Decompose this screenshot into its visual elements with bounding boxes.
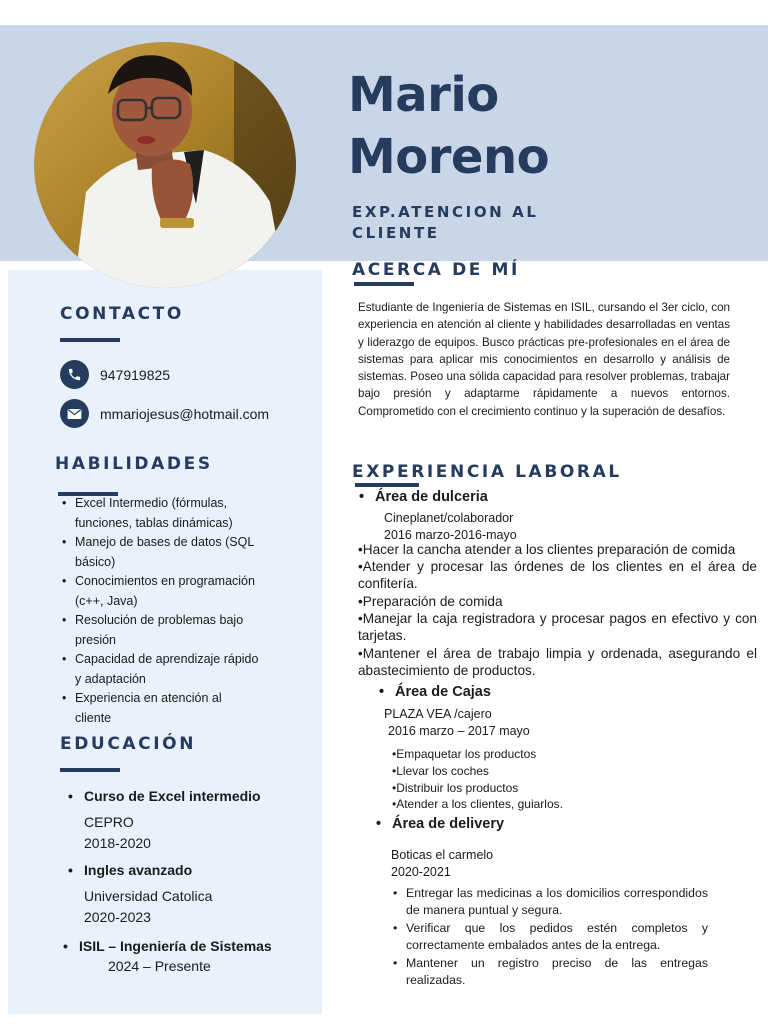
- job-area: Área de Cajas: [395, 684, 491, 700]
- job-task: •Llevar los coches: [392, 764, 489, 778]
- phone-icon: [60, 360, 89, 389]
- about-text: Estudiante de Ingeniería de Sistemas en ISIL, cursando el 3er ciclo, con experiencia en atención al cliente y habilidades desarrolladas en ventas y liderazgo de equipos. Busco prácticas pre-profesionales en el área de sistemas para aplicar mis conocimientos en desarrollo y análisis de sistemas. Poseo una sólida capacidad para resolver problemas, trabajar bajo presión y adaptarme rápidamente a nuevos entornos. Comprometido con el crecimiento continuo y la superación de desafíos.: [358, 301, 730, 418]
- contact-email: [60, 399, 269, 428]
- education-institution: CEPRO: [84, 814, 134, 830]
- skill-item: • Resolución de problemas bajo presión: [60, 611, 260, 650]
- skill-item: • Experiencia en atención al cliente: [60, 689, 260, 728]
- job-task: •Atender y procesar las órdenes de los clientes en el área de confitería.: [358, 559, 757, 592]
- job-company: PLAZA VEA /cajero: [384, 707, 492, 721]
- job-area: Área de dulceria: [375, 489, 488, 505]
- job-task: • Mantener un registro preciso de las entregas realizadas.: [392, 955, 708, 990]
- job-company: Boticas el carmelo: [391, 848, 494, 862]
- job-task: •Preparación de comida: [358, 594, 503, 609]
- skills-heading: HABILIDADES: [55, 454, 213, 474]
- job-task: •Empaquetar los productos: [392, 747, 537, 761]
- education-heading-rule: [60, 768, 120, 772]
- skill-item: • Manejo de bases de datos (SQL básico): [60, 533, 260, 572]
- last-name: Moreno: [348, 129, 550, 185]
- phone-number: 947919825: [100, 366, 171, 383]
- education-title: • Ingles avanzado: [68, 860, 212, 880]
- education-period: 2020-2023: [84, 908, 151, 925]
- skill-item: • Capacidad de aprendizaje rápido y adaptación: [60, 650, 260, 689]
- job-period: 2016 marzo – 2017 mayo: [388, 724, 530, 738]
- job-title: • Área de Cajas: [379, 684, 491, 700]
- about-heading-rule: [354, 282, 414, 286]
- job-period: 2020-2021: [391, 865, 451, 879]
- first-name: Mario: [348, 67, 499, 123]
- job-task: •Manejar la caja registradora y procesar pagos en efectivo y con tarjetas.: [358, 611, 757, 644]
- job-area: Área de delivery: [392, 816, 505, 832]
- job-task: •Atender a los clientes, guiarlos.: [392, 797, 563, 811]
- job-task-list: [392, 885, 708, 990]
- education-institution: Universidad Catolica: [84, 888, 213, 904]
- experience-heading-rule: [355, 483, 419, 487]
- job-company: Cineplanet/colaborador: [384, 511, 514, 525]
- job-title: • Área de delivery: [376, 816, 505, 832]
- skill-item: • Conocimientos en programación (c++, Java): [60, 572, 260, 611]
- contact-heading-rule: [60, 338, 120, 342]
- name-heading: [348, 64, 549, 188]
- job-task: • Entregar las medicinas a los domicilios correspondidos de manera puntual y segura.: [392, 885, 708, 920]
- education-item: [68, 860, 212, 927]
- skills-list: [60, 494, 260, 728]
- email-address: mmariojesus@hotmail.com: [100, 405, 270, 422]
- job-title: • Área de dulceria: [359, 489, 488, 505]
- education-item: [68, 786, 261, 853]
- job-title-line-2: CLIENTE: [352, 224, 440, 242]
- job-period: 2016 marzo-2016-mayo: [384, 528, 517, 542]
- education-period: 2024 – Presente: [108, 958, 211, 974]
- education-title: • ISIL – Ingeniería de Sistemas: [63, 936, 272, 956]
- education-period: 2018-2020: [84, 834, 151, 851]
- education-heading: EDUCACIÓN: [60, 734, 197, 754]
- education-item: [63, 936, 272, 977]
- profile-photo: [34, 42, 296, 288]
- experience-heading: EXPERIENCIA LABORAL: [352, 462, 622, 482]
- contact-heading: CONTACTO: [60, 304, 184, 324]
- job-task: •Distribuir los productos: [392, 781, 519, 795]
- about-heading: ACERCA DE MÍ: [352, 260, 520, 280]
- job-title: [352, 202, 612, 244]
- contact-phone: [60, 360, 170, 389]
- education-title: • Curso de Excel intermedio: [68, 786, 261, 806]
- job-task: •Mantener el área de trabajo limpia y ordenada, asegurando el abastecimiento de productos.: [358, 646, 757, 679]
- job-task: •Hacer la cancha atender a los clientes preparación de comida: [358, 542, 736, 557]
- email-icon: [60, 399, 89, 428]
- skill-item: • Excel Intermedio (fórmulas, funciones, tablas dinámicas): [60, 494, 260, 533]
- job-title-line-1: EXP.ATENCION AL: [352, 203, 539, 221]
- job-task: • Verificar que los pedidos estén completos y correctamente embalados antes de la entrega.: [392, 920, 708, 955]
